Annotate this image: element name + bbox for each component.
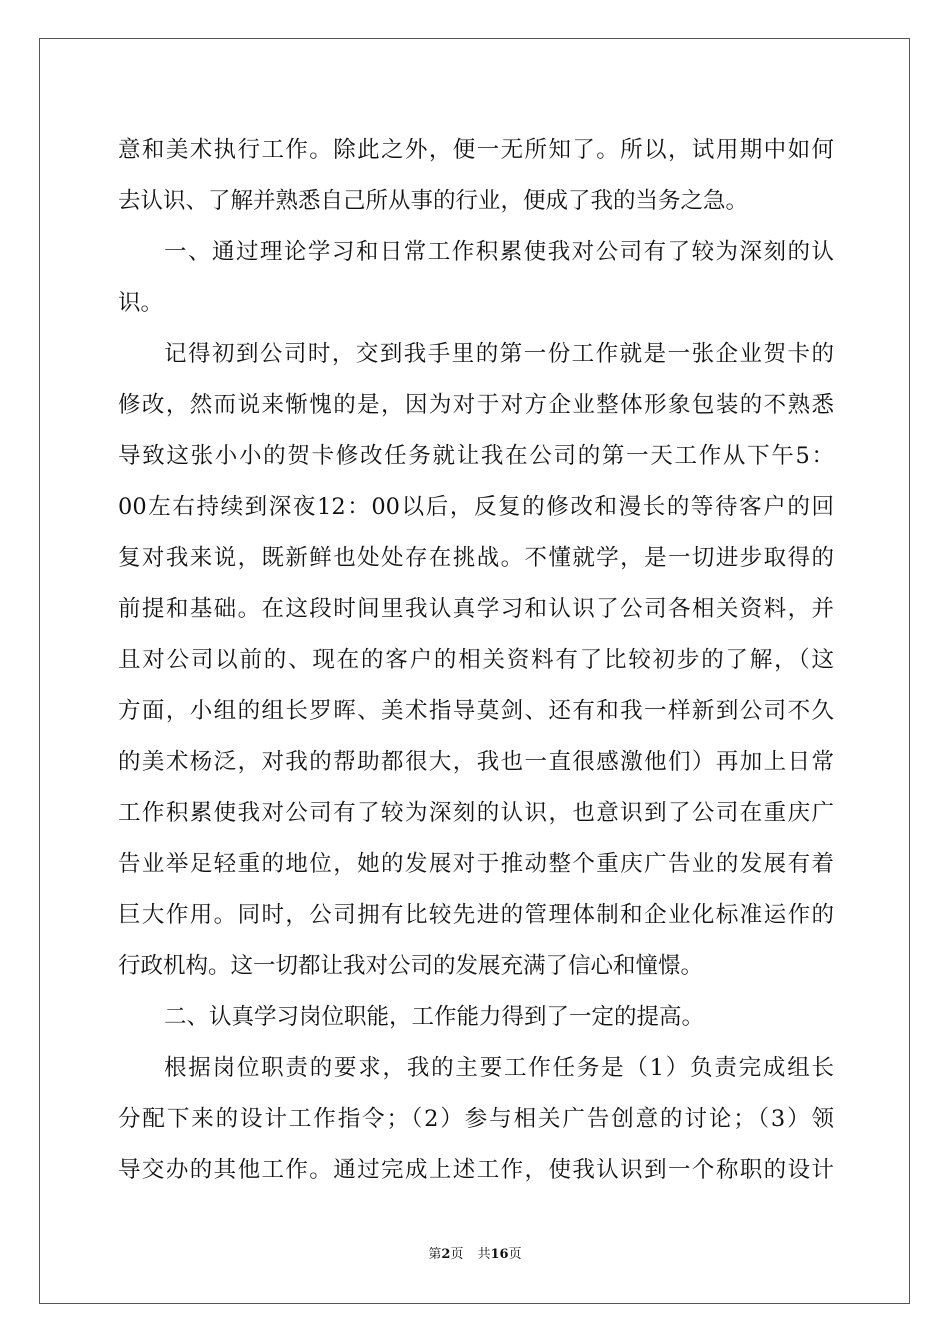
text-line: 且对公司以前的、现在的客户的相关资料有了比较初步的了解，（这: [118, 647, 834, 673]
text-line: 根据岗位职责的要求，我的主要工作任务是（1）负责完成组长: [164, 1055, 834, 1081]
text-line: 导致这张小小的贺卡修改任务就让我在公司的第一天工作从下午5：: [118, 443, 834, 469]
text-line: 行政机构。这一切都让我对公司的发展充满了信心和憧憬。: [118, 953, 704, 979]
footer-page-suffix: 页: [450, 1247, 464, 1262]
text-line: 分配下来的设计工作指令；（2）参与相关广告创意的讨论；（3）领: [118, 1106, 834, 1132]
text-line: 00左右持续到深夜12：00以后，反复的修改和漫长的等待客户的回: [118, 494, 834, 520]
text-line: 巨大作用。同时，公司拥有比较先进的管理体制和企业化标准运作的: [118, 902, 834, 928]
text-line: 复对我来说，既新鲜也处处存在挑战。不懂就学，是一切进步取得的: [118, 545, 834, 571]
text-line: 去认识、了解并熟悉自己所从事的行业，便成了我的当务之急。: [118, 188, 749, 214]
total-pages: 16: [490, 1247, 509, 1262]
text-line: 一、通过理论学习和日常工作积累使我对公司有了较为深刻的认: [164, 239, 834, 265]
page-footer: [0, 1246, 950, 1264]
text-line: 的美术杨泛，对我的帮助都很大，我也一直很感激他们）再加上日常: [118, 749, 834, 775]
text-line: 前提和基础。在这段时间里我认真学习和认识了公司各相关资料，并: [118, 596, 834, 622]
text-line: 识。: [118, 290, 164, 316]
text-line: 修改，然而说来惭愧的是，因为对于对方企业整体形象包装的不熟悉: [118, 392, 834, 418]
text-line: 工作积累使我对公司有了较为深刻的认识，也意识到了公司在重庆广: [118, 800, 834, 826]
footer-prefix: 第: [428, 1247, 442, 1262]
text-line: 意和美术执行工作。除此之外，便一无所知了。所以，试用期中如何: [118, 137, 834, 163]
text-line: 告业举足轻重的地位，她的发展对于推动整个重庆广告业的发展有着: [118, 851, 834, 877]
footer-total-suffix: 页: [508, 1247, 522, 1262]
text-line: 二、认真学习岗位职能，工作能力得到了一定的提高。: [164, 1004, 705, 1030]
text-line: 记得初到公司时，交到我手里的第一份工作就是一张企业贺卡的: [164, 341, 834, 367]
text-line: 方面，小组的组长罗晖、美术指导莫剑、还有和我一样新到公司不久: [118, 698, 834, 724]
footer-total-prefix: 共: [477, 1247, 491, 1262]
text-line: 导交办的其他工作。通过完成上述工作，使我认识到一个称职的设计: [118, 1157, 834, 1183]
page-number: 2: [441, 1247, 451, 1262]
